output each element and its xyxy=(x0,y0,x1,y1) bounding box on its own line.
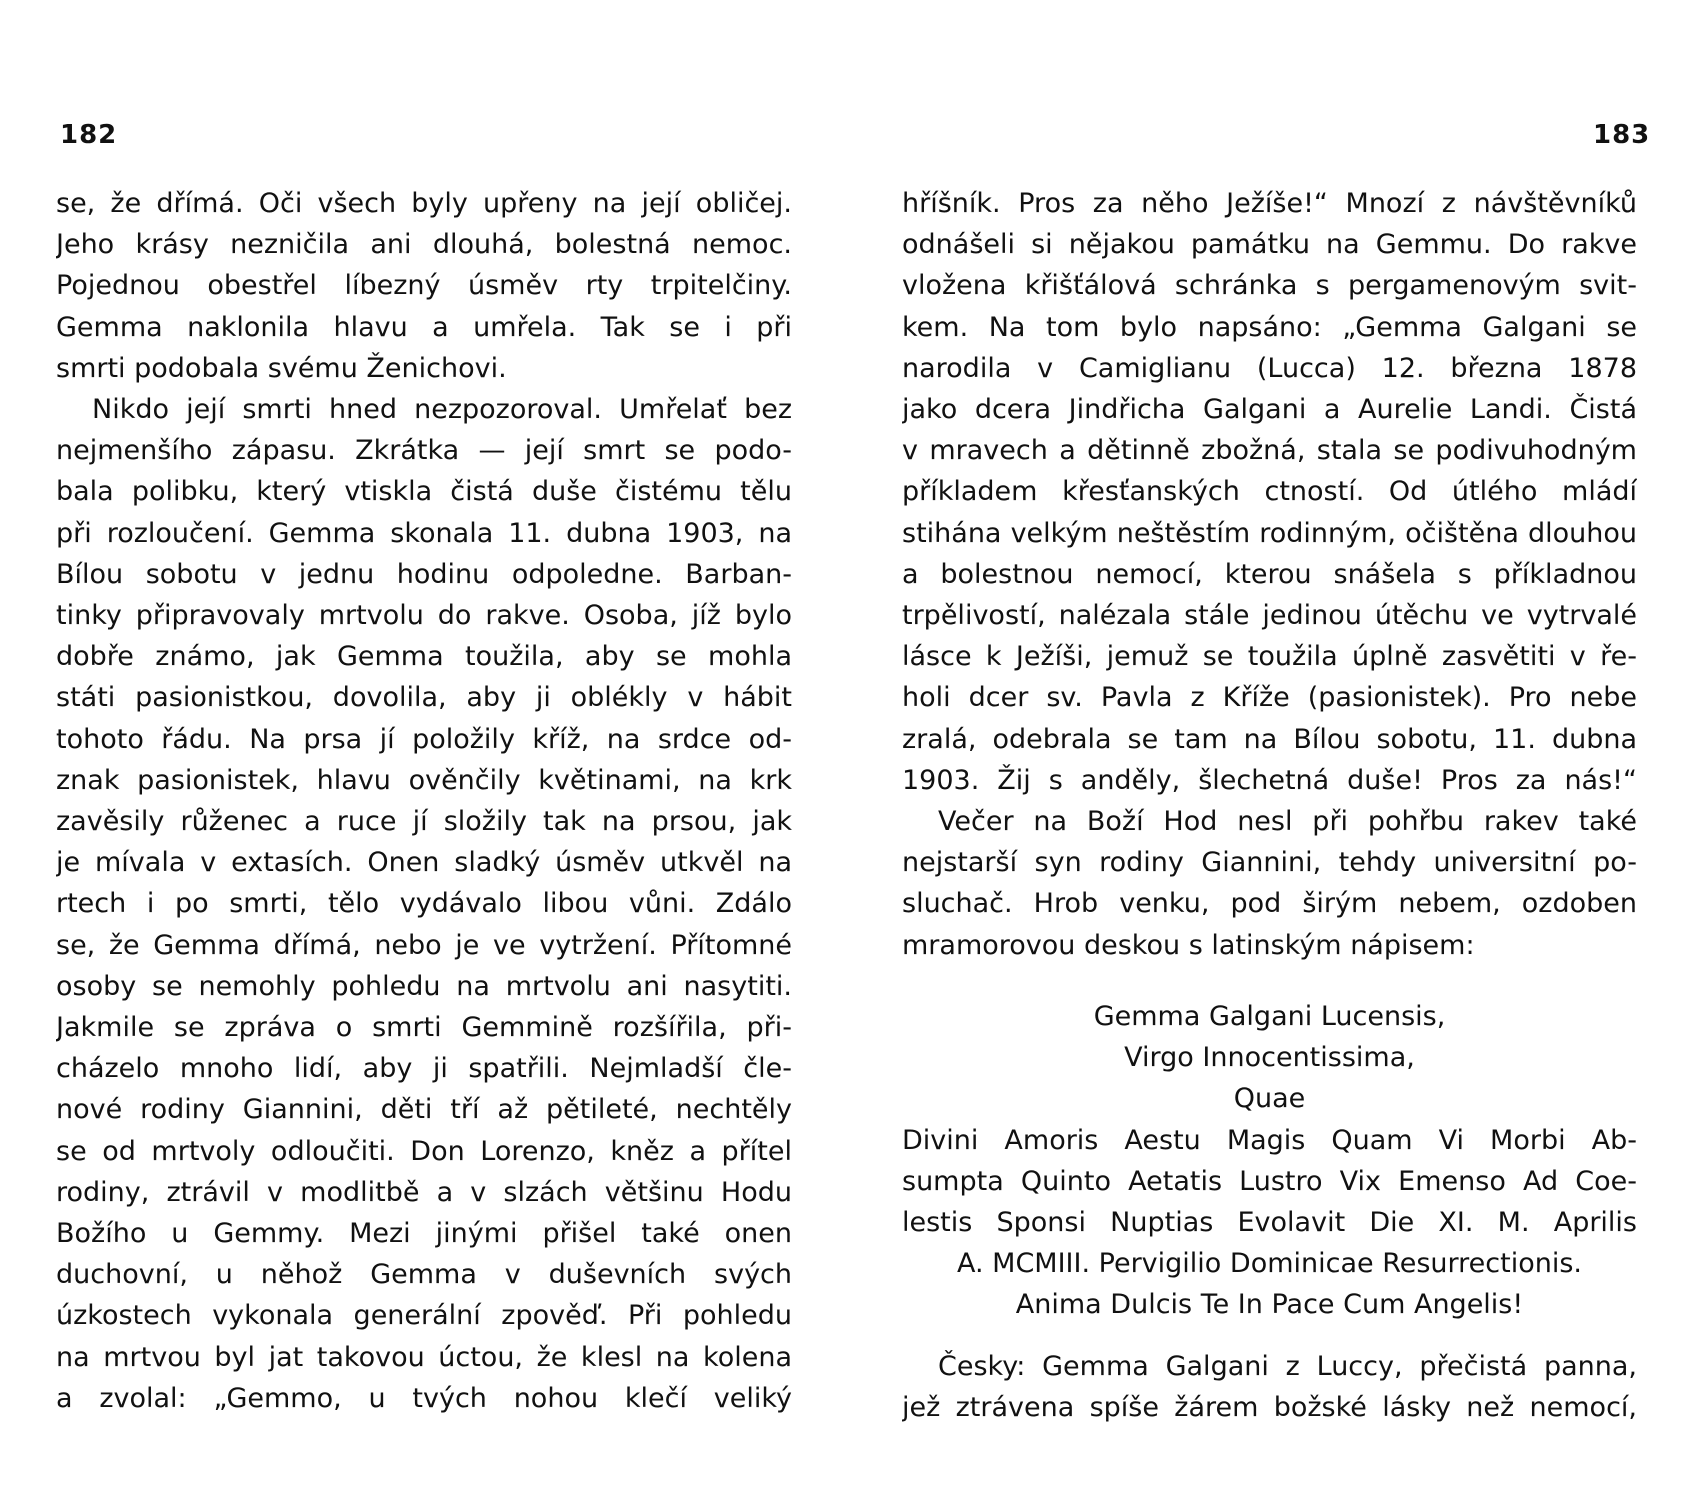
text-line: narodila v Camiglianu (Lucca) 12. března 1878 xyxy=(902,352,1637,384)
text-line: příkladem křesťanských ctností. Od útlého mládí xyxy=(902,476,1637,508)
text-line: Večer na Boží Hod nesl při pohřbu rakev také xyxy=(938,806,1637,838)
text-line: úzkostech vykonala generální zpověď. Při pohledu xyxy=(56,1300,792,1332)
text-line: a bolestnou nemocí, kterou snášela s příkladnou xyxy=(902,558,1637,590)
text-line: tinky připravovaly mrtvolu do rakve. Osoba, jíž bylo xyxy=(56,600,792,632)
page-number-right: 183 xyxy=(1593,120,1651,150)
text-line: vložena křišťálová schránka s pergamenovým svit- xyxy=(902,270,1637,302)
text-line: kem. Na tom bylo napsáno: „Gemma Galgani se xyxy=(902,311,1637,343)
right-page-text xyxy=(902,183,1637,966)
text-line: na mrtvou byl jat takovou úctou, že klesl na kolena xyxy=(56,1341,792,1373)
text-line: se, že dřímá. Oči všech byly upřeny na její obličej. xyxy=(56,188,792,219)
text-line: cházelo mnoho lidí, aby ji spatřili. Nejmladší čle- xyxy=(56,1053,792,1085)
text-line: státi pasionistkou, dovolila, aby ji oblékly v hábit xyxy=(56,682,792,714)
text-line: při rozloučení. Gemma skonala 11. dubna 1903, na xyxy=(56,517,792,549)
text-line: je mívala v extasích. Onen sladký úsměv utkvěl na xyxy=(56,847,792,879)
text-line: mramorovou deskou s latinským nápisem: xyxy=(902,929,1475,961)
inscription-line: Gemma Galgani Lucensis, xyxy=(1093,1001,1446,1032)
text-line: trpělivostí, nalézala stále jedinou útěchu ve vytrvalé xyxy=(902,600,1637,632)
text-line: nejmenšího zápasu. Zkrátka — její smrt se podo- xyxy=(56,435,792,467)
text-line: lásce k Ježíši, jemuž se toužila úplně zasvětiti v ře- xyxy=(902,641,1637,673)
text-line: Gemma naklonila hlavu a umřela. Tak se i při xyxy=(56,311,792,343)
text-line: rtech i po smrti, tělo vydávalo libou vůni. Zdálo xyxy=(56,888,792,920)
text-line: Božího u Gemmy. Mezi jinými přišel také onen xyxy=(56,1218,792,1250)
text-line: se, že Gemma dřímá, nebo je ve vytržení. Přítomné xyxy=(56,929,792,961)
inscription-line: Quae xyxy=(1233,1083,1306,1115)
text-line: tohoto řádu. Na prsa jí položily kříž, na srdce od- xyxy=(56,723,792,755)
text-line: se od mrtvoly odloučiti. Don Lorenzo, kněz a přítel xyxy=(56,1135,792,1167)
inscription-line: Anima Dulcis Te In Pace Cum Angelis! xyxy=(1015,1289,1524,1321)
text-line: Jeho krásy nezničila ani dlouhá, bolestná nemoc. xyxy=(56,229,792,261)
text-line: 1903. Žij s anděly, šlechetná duše! Pros za nás!“ xyxy=(902,764,1637,796)
text-line: dobře známo, jak Gemma toužila, aby se mohla xyxy=(56,641,792,673)
text-line: nejstarší syn rodiny Giannini, tehdy universitní po- xyxy=(902,847,1637,879)
text-line: odnášeli si nějakou památku na Gemmu. Do rakve xyxy=(902,229,1637,261)
text-line: zralá, odebrala se tam na Bílou sobotu, 11. dubna xyxy=(902,723,1637,755)
text-line: osoby se nemohly pohledu na mrtvolu ani nasytiti. xyxy=(56,970,792,1002)
text-line: Bílou sobotu v jednu hodinu odpoledne. Barban- xyxy=(56,558,792,590)
text-line: smrti podobala svému Ženichovi. xyxy=(56,352,507,384)
text-line: a zvolal: „Gemmo, u tvých nohou klečí veliký xyxy=(56,1382,792,1414)
text-line: hříšník. Pros za něho Ježíše!“ Mnozí z návštěvníků xyxy=(902,188,1637,219)
text-line: jež ztrávena spíše žárem božské lásky než nemocí, xyxy=(902,1392,1637,1424)
right-page xyxy=(846,0,1692,1500)
inscription-line: lestis Sponsi Nuptias Evolavit Die XI. M. Aprilis xyxy=(902,1207,1637,1239)
text-line: Nikdo její smrti hned nezpozoroval. Umřelať bez xyxy=(92,394,792,426)
czech-translation xyxy=(902,1346,1637,1428)
text-line: jako dcera Jindřicha Galgani a Aurelie Landi. Čistá xyxy=(902,394,1637,426)
inscription-line: sumpta Quinto Aetatis Lustro Vix Emenso Ad Coe- xyxy=(902,1165,1637,1197)
text-line: Jakmile se zpráva o smrti Gemmině rozšířila, při- xyxy=(56,1012,792,1044)
text-line: rodiny, ztrávil v modlitbě a v slzách většinu Hodu xyxy=(56,1176,792,1208)
text-line: v mravech a dětinně zbožná, stala se podivuhodným xyxy=(902,435,1637,467)
text-line: stihána velkým neštěstím rodinným, očištěna dlouhou xyxy=(902,517,1637,549)
page-number-left: 182 xyxy=(60,120,118,150)
text-line: Pojednou obestřel líbezný úsměv rty trpitelčiny. xyxy=(56,270,792,302)
text-line: nové rodiny Giannini, děti tří až pětileté, nechtěly xyxy=(56,1094,792,1126)
left-page-text xyxy=(56,183,792,1419)
text-line: holi dcer sv. Pavla z Kříže (pasionistek). Pro nebe xyxy=(902,682,1637,714)
text-line: bala polibku, který vtiskla čistá duše čistému tělu xyxy=(56,476,792,508)
latin-inscription xyxy=(902,996,1637,1326)
text-line: znak pasionistek, hlavu ověnčily květinami, na krk xyxy=(56,764,792,796)
text-line: sluchač. Hrob venku, pod širým nebem, ozdoben xyxy=(902,888,1637,920)
inscription-line: Divini Amoris Aestu Magis Quam Vi Morbi Ab- xyxy=(902,1124,1637,1156)
text-line: Česky: Gemma Galgani z Luccy, přečistá panna, xyxy=(938,1351,1637,1382)
text-line: zavěsily růženec a ruce jí složily tak na prsou, jak xyxy=(56,806,792,838)
inscription-line: Virgo Innocentissima, xyxy=(1124,1042,1415,1074)
text-line: duchovní, u něhož Gemma v duševních svých xyxy=(56,1259,792,1291)
inscription-line: A. MCMIII. Pervigilio Dominicae Resurrectionis. xyxy=(956,1248,1583,1280)
